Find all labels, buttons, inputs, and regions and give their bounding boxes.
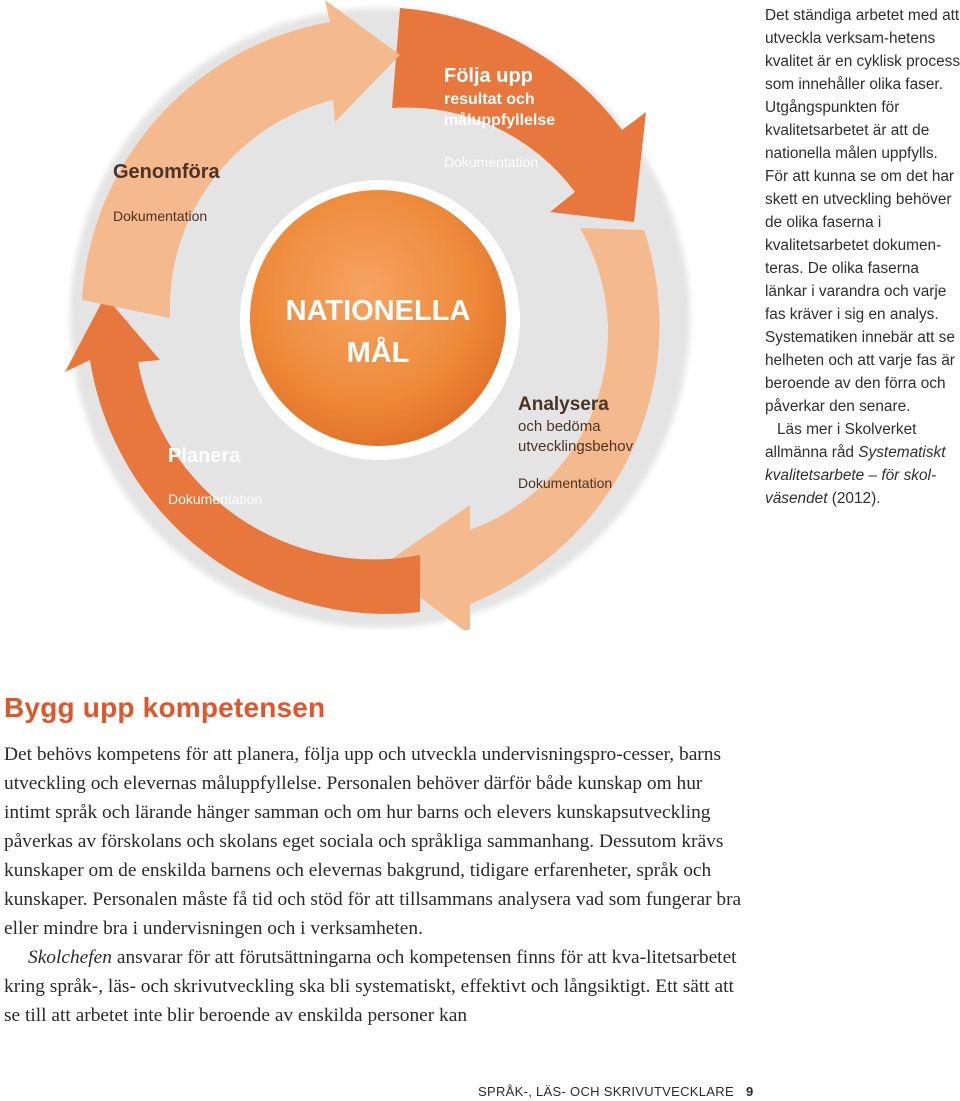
genomfora-documentation: Dokumentation [113, 208, 208, 224]
sidebar-reference-title: Systematiskt kvalitetsarbete – för skol-väsendet [765, 444, 946, 507]
sidebar-reference-year: (2012). [827, 490, 881, 507]
analysera-subtitle-2: utvecklingsbehov [518, 438, 634, 455]
quality-cycle-diagram [58, 0, 698, 630]
center-label-line1: NATIONELLA [285, 295, 471, 327]
analysera-documentation: Dokumentation [518, 475, 613, 491]
body-emphasis-skolchefen: Skolchefen [28, 947, 112, 968]
folja-upp-documentation: Dokumentation [444, 154, 539, 170]
analysera-subtitle-1: och bedöma [518, 418, 601, 435]
page-footer [478, 1084, 753, 1099]
sidebar-text [765, 4, 960, 510]
body-text [4, 740, 744, 1030]
body-paragraph-2 [4, 943, 744, 1030]
sidebar-paragraph-1: Det ständiga arbetet med att utveckla verksam-hetens kvalitet är en cyklisk process som innehåller olika faser. Utgångspunkten för kvalitetsarbetet är att de nationella målen uppfylls. För att kunna se om det har skett en utveckling behöver de olika faserna i kvalitetsarbetet dokumen-teras. De olika faserna länkar i varandra och varje fas kräver i sig en analys. Systematiken innebär att se helheten och att varje fas är beroende av den förra och påverkar den senare. [765, 7, 960, 415]
genomfora-title: Genomföra [113, 161, 220, 183]
analysera-title: Analysera [518, 394, 609, 415]
section-heading: Bygg upp kompetensen [4, 692, 326, 723]
center-label-line2: MÅL [346, 337, 410, 369]
planera-documentation: Dokumentation [168, 491, 263, 507]
sidebar-read-more: Läs mer i Skolverket allmänna råd [765, 421, 917, 461]
footer-label: SPRÅK-, LÄS- OCH SKRIVUTVECKLARE [478, 1084, 734, 1099]
body-paragraph-2-text: ansvarar för att förutsättningarna och kompetensen finns för att kva-litetsarbetet kring språk-, läs- och skrivutveckling ska bli systematiskt, effektivt och långsiktigt. Ett sätt att se till att arbetet inte blir beroende av enskilda personer kan [4, 947, 737, 1026]
sidebar-paragraph-2 [765, 418, 960, 510]
planera-title: Planera [168, 445, 241, 467]
folja-upp-subtitle-1: resultat och [444, 91, 535, 108]
folja-upp-title: Följa upp [444, 65, 533, 87]
body-paragraph-1: Det behövs kompetens för att planera, följa upp och utveckla undervisningspro-cesser, barns utveckling och elevernas måluppfyllelse. Personalen behöver därför både kunskap om hur intimt språk och lärande hänger samman och om hur barns och elevers kunskapsutveckling påverkas av förskolans och skolans eget sociala och språkliga sammanhang. Dessutom krävs kunskaper om de enskilda barnens och elevernas bakgrund, tidigare erfarenheter, språk och kunskaper. Personalen måste få tid och stöd för att tillsammans analysera vad som fungerar bra eller mindre bra i undervisningen och i verksamheten. [4, 744, 742, 939]
page-number: 9 [745, 1084, 754, 1099]
folja-upp-subtitle-2: måluppfyllelse [444, 112, 556, 129]
